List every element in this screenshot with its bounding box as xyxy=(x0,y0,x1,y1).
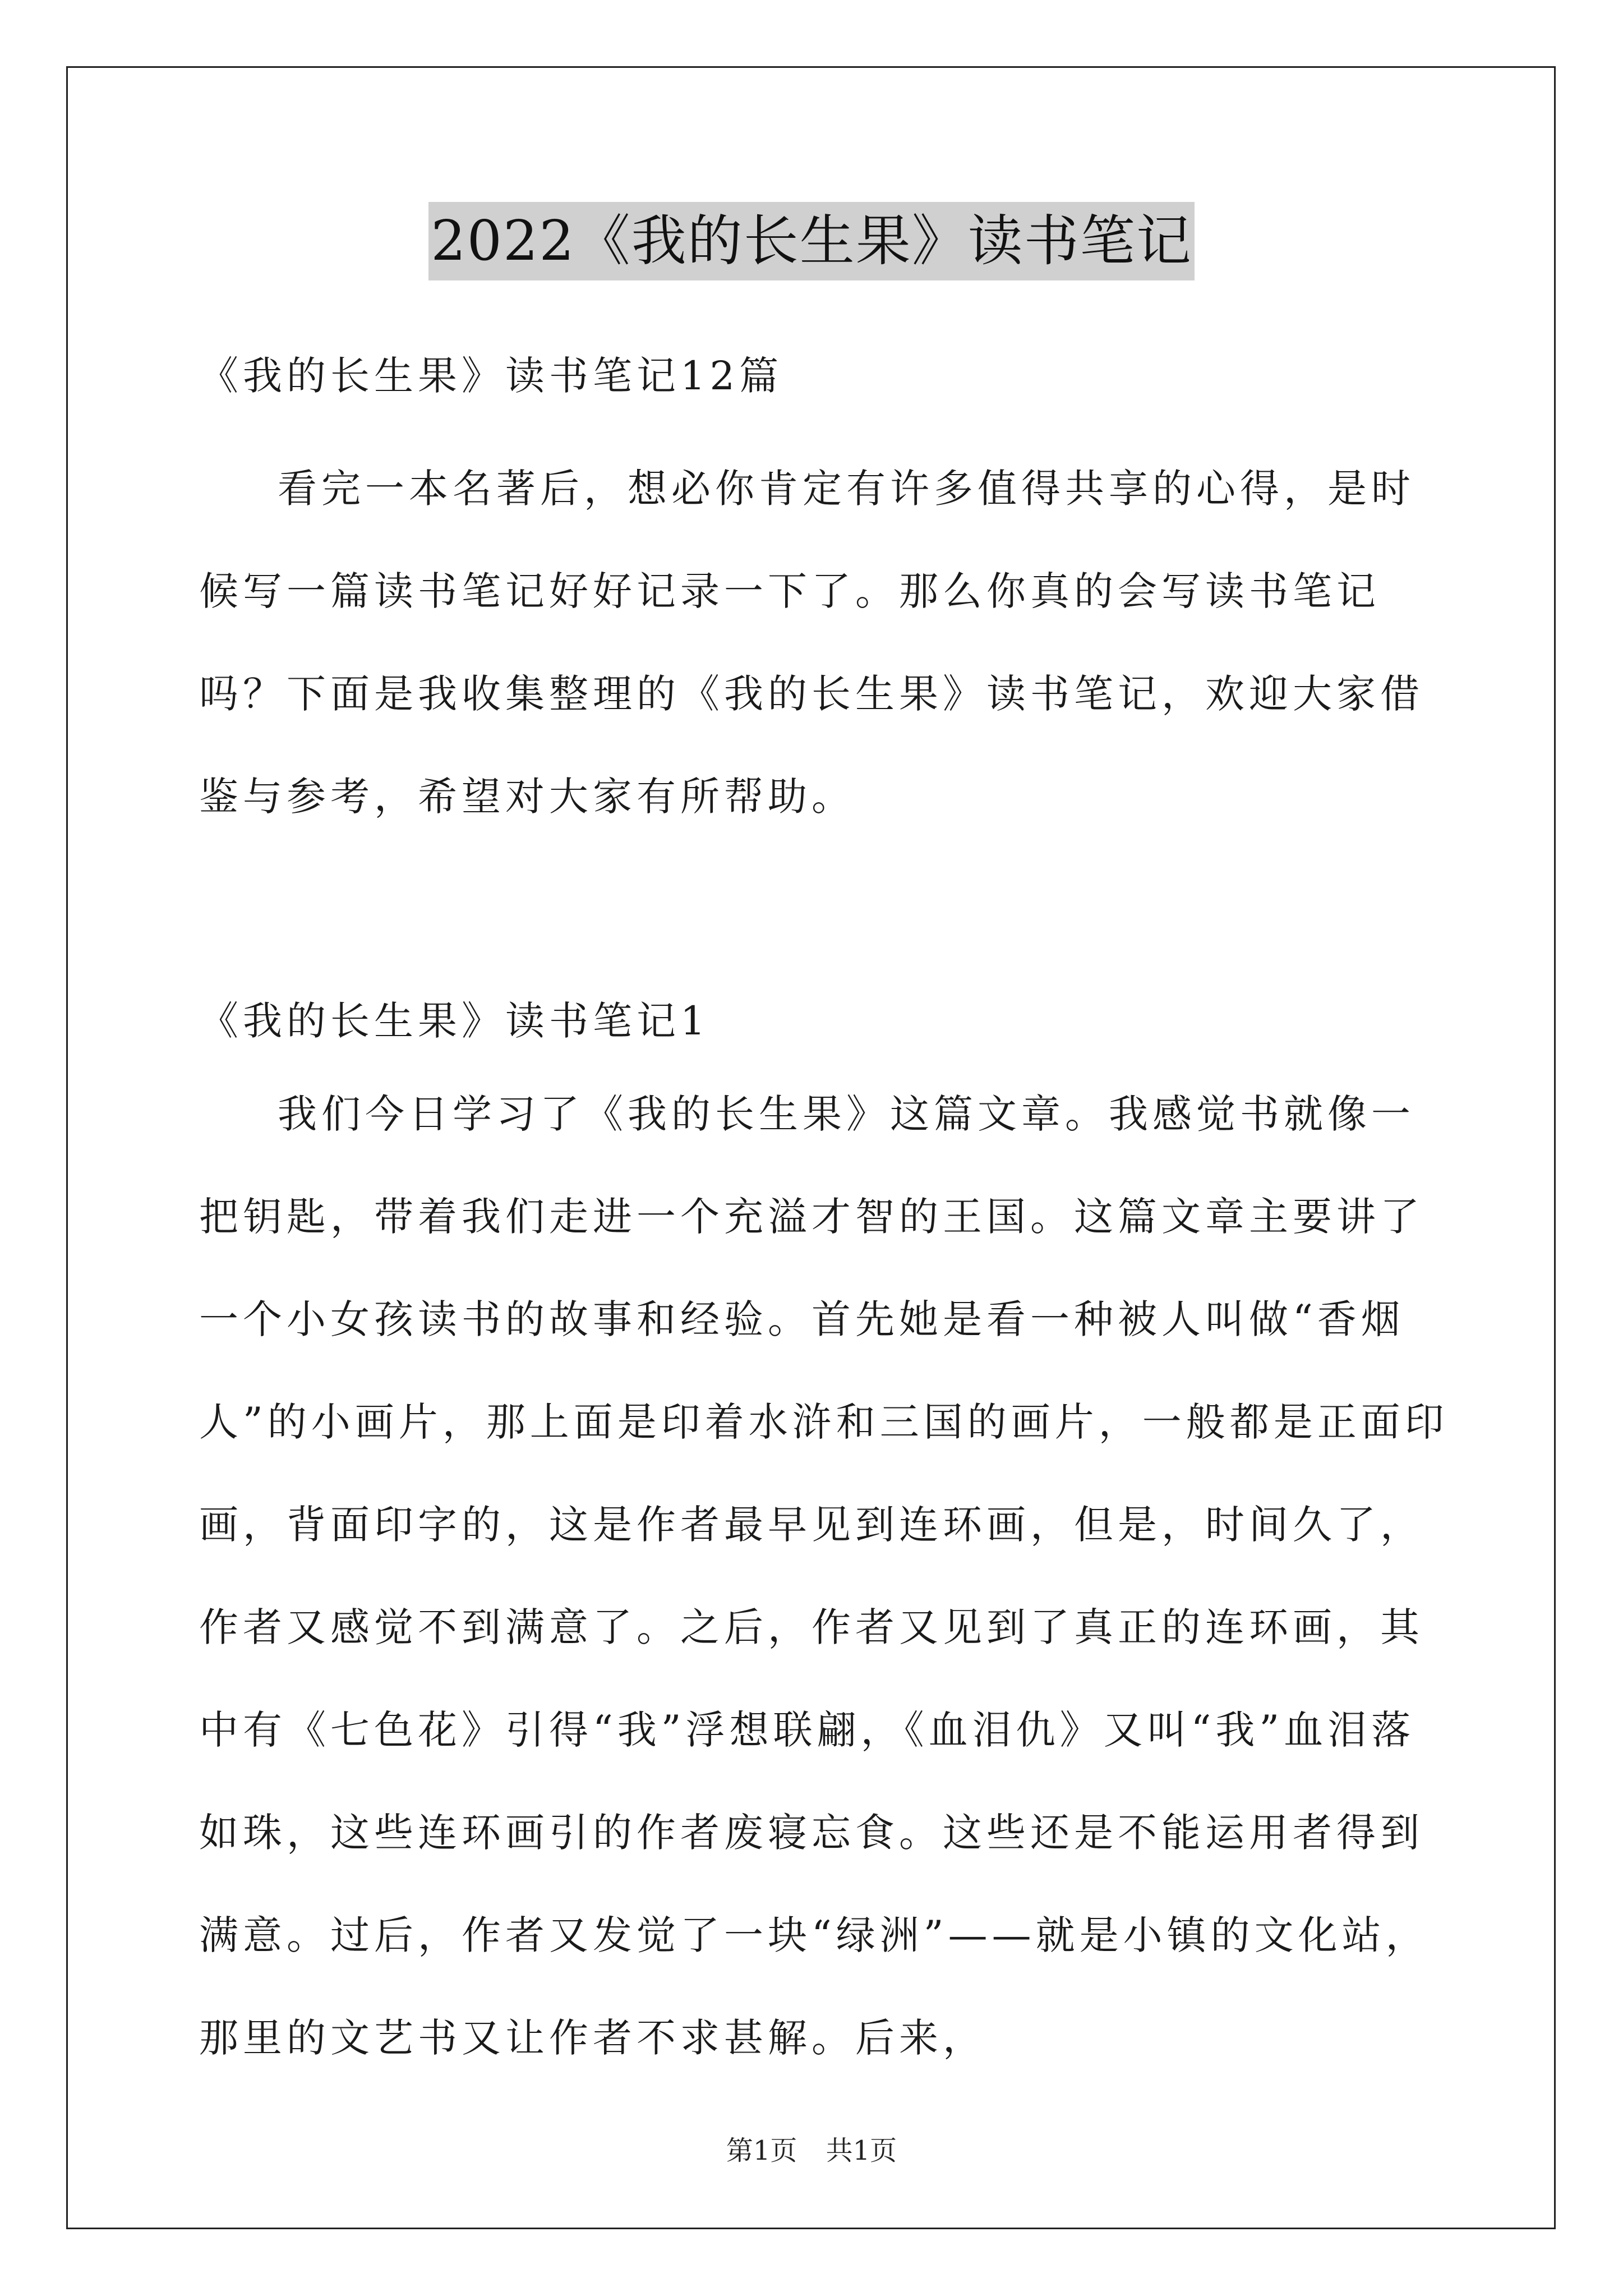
section-heading: 《我的长生果》读书笔记1 xyxy=(199,998,710,1044)
intro-body xyxy=(199,438,1455,848)
section-paragraph: 我们今日学习了《我的长生果》这篇文章。我感觉书就像一把钥匙，带着我们走进一个充溢才智的王国。这篇文章主要讲了一个小女孩读书的故事和经验。首先她是看一种被人叫做“香烟人”的小画片，那上面是印着水浒和三国的画片，一般都是正面印画，背面印字的，这是作者最早见到连环画，但是，时间久了，作者又感觉不到满意了。之后，作者又见到了真正的连环画，其中有《七色花》引得“我”浮想联翩，《血泪仇》又叫“我”血泪落如珠，这些连环画引的作者废寝忘食。这些还是不能运用者得到满意。过后，作者又发觉了一块“绿洲”——就是小镇的文化站，那里的文艺书又让作者不求甚解。后来， xyxy=(199,1091,1449,2061)
intro-paragraph: 看完一本名著后，想必你肯定有许多值得共享的心得，是时候写一篇读书笔记好好记录一下了。那么你真的会写读书笔记吗？下面是我收集整理的《我的长生果》读书笔记，欢迎大家借鉴与参考，希望对大家有所帮助。 xyxy=(199,466,1424,820)
title-container xyxy=(0,202,1623,280)
page-number-current: 第1页 xyxy=(726,2135,797,2166)
intro-section xyxy=(199,348,1455,404)
section-1-body xyxy=(199,1063,1455,2090)
section-1 xyxy=(199,993,1455,1049)
document-title: 2022《我的长生果》读书笔记 xyxy=(428,202,1194,280)
page-footer xyxy=(0,2129,1623,2168)
intro-heading: 《我的长生果》读书笔记12篇 xyxy=(199,353,783,399)
page-number-total: 共1页 xyxy=(826,2135,897,2166)
